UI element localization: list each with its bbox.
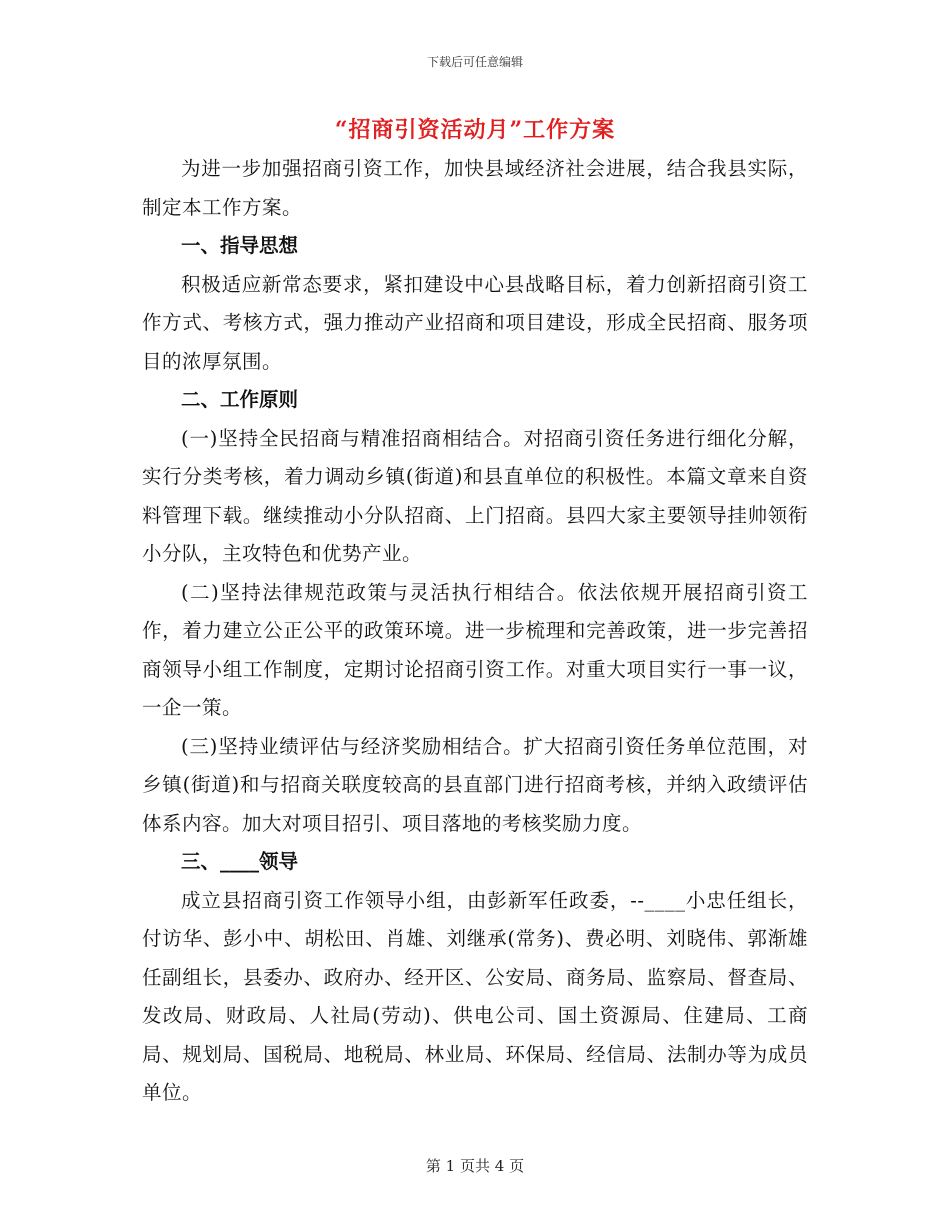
page-header: 下载后可任意编辑 — [426, 55, 523, 69]
section-heading-work-principles: 二、工作原则 — [181, 388, 299, 411]
principle-2-paragraph: (二)坚持法律规范政策与灵活执行相结合。依法依规开展招商引资工作，着力建立公正公平的政策环境。进一步梳理和完善政策，进一步完善招商领导小组工作制度，定期讨论招商引资工作。对重大项目实行一事一议，一企一策。 — [142, 580, 808, 719]
intro-paragraph: 为进一步加强招商引资工作，加快县域经济社会进展，结合我县实际，制定本工作方案。 — [142, 157, 808, 219]
document-body — [142, 150, 808, 1113]
section-heading-leadership: 三、____领导 — [181, 850, 299, 873]
document-title: “招商引资活动月”工作方案 — [334, 117, 616, 143]
principle-1-paragraph: (一)坚持全民招商与精准招商相结合。对招商引资任务进行细化分解，实行分类考核，着力调动乡镇(街道)和县直单位的积极性。本篇文章来自资料管理下载。继续推动小分队招商、上门招商。县四大家主要领导挂帅领衔小分队，主攻特色和优势产业。 — [142, 426, 808, 565]
section-1-paragraph: 积极适应新常态要求，紧扣建设中心县战略目标，着力创新招商引资工作方式、考核方式，强力推动产业招商和项目建设，形成全民招商、服务项目的浓厚氛围。 — [142, 272, 808, 373]
leadership-paragraph: 成立县招商引资工作领导小组，由彭新军任政委，--____小忠任组长，付访华、彭小中、胡松田、肖雄、刘继承(常务)、费必明、刘晓伟、郭渐雄任副组长，县委办、政府办、经开区、公安局、商务局、监察局、督查局、发改局、财政局、人社局(劳动)、供电公司、国土资源局、住建局、工商局、规划局、国税局、地税局、林业局、环保局、经信局、法制办等为成员单位。 — [142, 888, 808, 1104]
principle-3-paragraph: (三)坚持业绩评估与经济奖励相结合。扩大招商引资任务单位范围，对乡镇(街道)和与招商关联度较高的县直部门进行招商考核，并纳入政绩评估体系内容。加大对项目招引、项目落地的考核奖励力度。 — [142, 734, 808, 835]
section-heading-guiding-ideology: 一、指导思想 — [181, 234, 299, 257]
page-number: 第 1 页共 4 页 — [425, 1157, 525, 1175]
